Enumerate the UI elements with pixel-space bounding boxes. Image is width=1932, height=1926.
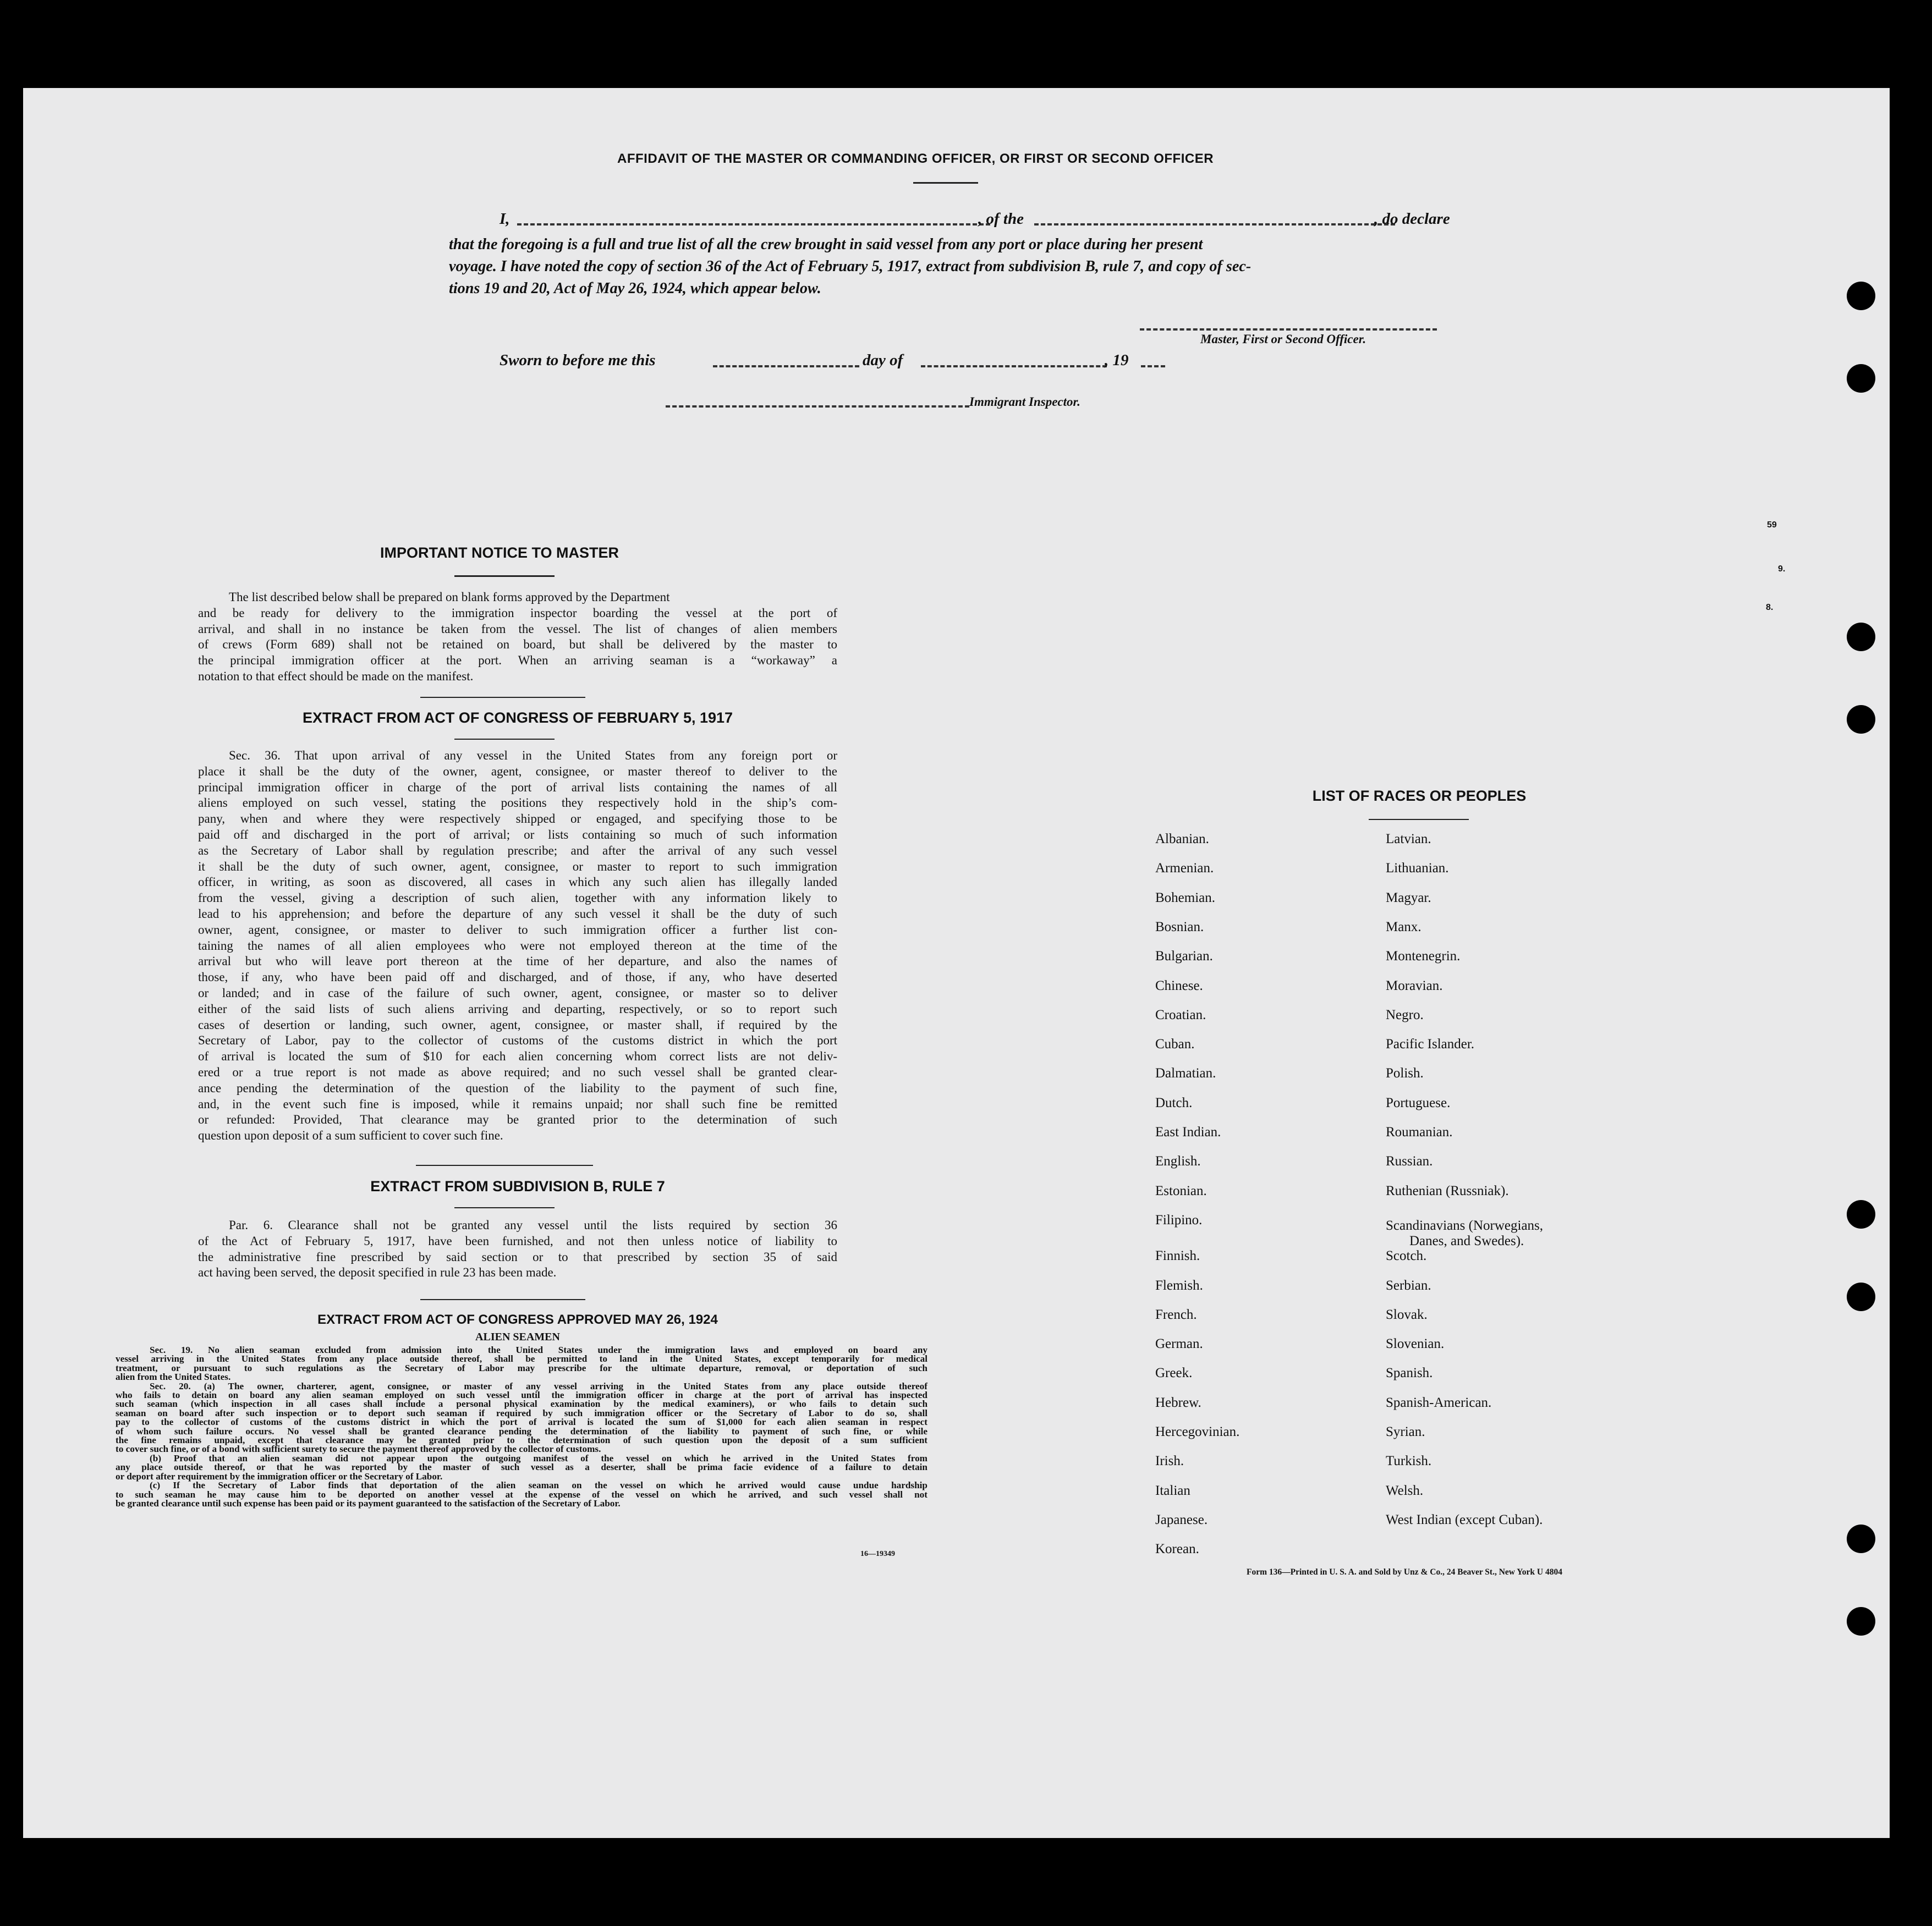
affidavit-title: AFFIDAVIT OF THE MASTER OR COMMANDING OFFICER, OR FIRST OR SECOND OFFICER — [617, 151, 1214, 166]
race-item: Croatian. — [1155, 1008, 1206, 1022]
extract-rule7-title: EXTRACT FROM SUBDIVISION B, RULE 7 — [370, 1178, 665, 1195]
race-item: Russian. — [1386, 1154, 1433, 1169]
race-item: Greek. — [1155, 1366, 1193, 1380]
notice-underline — [454, 575, 555, 577]
race-item: Dutch. — [1155, 1096, 1193, 1110]
divider — [416, 1165, 593, 1166]
race-item: Hercegovinian. — [1155, 1424, 1240, 1439]
race-item: Roumanian. — [1386, 1125, 1453, 1140]
affidavit-line-3: voyage. I have noted the copy of section 36 of the Act of February 5, 1917, extract from subdivision B, rule 7, and copy of sec- — [449, 258, 1252, 275]
race-item: Moravian. — [1386, 978, 1443, 993]
master-signature-line — [1140, 328, 1437, 331]
race-item: Ruthenian (Russniak). — [1386, 1184, 1509, 1198]
year-label: , 19 — [1105, 351, 1129, 369]
race-item: Portuguese. — [1386, 1096, 1451, 1110]
affidavit-body — [449, 234, 1494, 300]
name-blank — [517, 223, 990, 225]
race-item: English. — [1155, 1154, 1201, 1169]
divider — [420, 1299, 585, 1300]
month-blank — [921, 365, 1107, 367]
race-item: Hebrew. — [1155, 1395, 1201, 1410]
extract-rule7-body: Par. 6. Clearance shall not be granted any vessel until the lists required by section 36 of the Act of February 5, 1917, have been furnished, and not then unless notice of liability to the administrative fine prescribed by said section or to that prescribed by section 35 of said act having been served, the deposit specified in rule 23 has been made. — [198, 1218, 837, 1280]
form-note: Form 136—Printed in U. S. A. and Sold by Unz & Co., 24 Beaver St., New York U 4804 — [1247, 1567, 1562, 1577]
margin-mark: 9. — [1778, 564, 1786, 574]
document-page — [23, 88, 1890, 1838]
punch-hole — [1847, 1525, 1875, 1553]
race-item: Magyar. — [1386, 890, 1431, 905]
year-blank — [1141, 365, 1165, 367]
divider — [420, 697, 585, 698]
of-the-label: , of the — [978, 210, 1024, 228]
vessel-blank — [1034, 223, 1395, 225]
race-item: Irish. — [1155, 1454, 1184, 1468]
sworn-label: Sworn to before me this — [500, 351, 656, 369]
race-item: Flemish. — [1155, 1278, 1203, 1293]
inspector-signature-line — [666, 405, 969, 408]
race-item: Manx. — [1386, 920, 1421, 934]
races-underline — [1369, 819, 1469, 820]
race-item: Scandinavians (Norwegians, — [1386, 1218, 1544, 1233]
race-item: Slovak. — [1386, 1307, 1428, 1322]
punch-hole — [1847, 1607, 1875, 1636]
race-item: Turkish. — [1386, 1454, 1432, 1468]
race-item: Bulgarian. — [1155, 949, 1213, 964]
punch-hole — [1847, 705, 1875, 734]
punch-hole — [1847, 364, 1875, 393]
day-blank — [713, 365, 859, 367]
race-item: Estonian. — [1155, 1184, 1207, 1198]
race-item: Polish. — [1386, 1066, 1424, 1081]
race-item: Slovenian. — [1386, 1336, 1445, 1351]
race-item: Italian — [1155, 1483, 1190, 1498]
affidavit-line-4: tions 19 and 20, Act of May 26, 1924, which appear below. — [449, 280, 821, 297]
notice-title: IMPORTANT NOTICE TO MASTER — [380, 544, 619, 561]
race-item: Welsh. — [1386, 1483, 1424, 1498]
race-item: Danes, and Swedes). — [1409, 1234, 1524, 1248]
race-item: Spanish-American. — [1386, 1395, 1492, 1410]
race-item: East Indian. — [1155, 1125, 1221, 1140]
race-item: Lithuanian. — [1386, 861, 1449, 876]
race-item: Korean. — [1155, 1542, 1199, 1556]
race-item: Negro. — [1386, 1008, 1424, 1022]
extract-rule7-underline — [454, 1207, 555, 1208]
day-of-label: day of — [863, 351, 903, 369]
extract-1917-underline — [454, 739, 555, 740]
extract-1917-body: Sec. 36. That upon arrival of any vessel in the United States from any foreign port or place it shall be the duty of the owner, agent, consignee, or master thereof to deliver to the principal immigration officer in charge of the port of arrival lists containing the names of all aliens employed on such vessel, stating the positions they respectively hold in the ship’s com- pany, when and where they were respectively shipped or engaged, and specifying those to be paid off and discharged in the port of arrival; or lists containing so much of such information as the Secretary of Labor shall by regulation prescribe; and after the arrival of any such vessel it shall be the duty of such owner, agent, consignee, or master to report to such immigration officer, in writing, as soon as discovered, all cases in which any such alien has illegally landed from the vessel, giving a description of such alien, together with any information likely to lead to his apprehension; and before the departure of any such vessel it shall be the duty of such owner, agent, consignee, or master to deliver to such immigration officer a further list con- taining the names of all alien employees who were not employed thereon at the time of the arrival but who will leave port thereon at the time of her departure, and also the names of those, if any, who have been paid off and discharged, and of those, if any, who have deserted or landed; and in case of the failure of such owner, agent, consignee, or master so to deliver either of the said lists of such aliens arriving and departing, respectively, or so to report such cases of desertion or landing, such owner, agent, consignee, or master shall, if required by the Secretary of Labor, pay to the collector of customs of the customs district in which the port of arrival is located the sum of $10 for each alien concerning whom correct lists are not deliv- ered or a true report is not made as above required; and no such vessel shall be granted clear- ance pending the determination of the question of the liability to the payment of such fine, and, in the event such fine is imposed, while it remains unpaid; nor shall such fine be remitted or refunded: Provided, That clearance may be granted prior to the determination of such question upon deposit of a sum sufficient to cover such fine. — [198, 749, 837, 1143]
race-item: Cuban. — [1155, 1037, 1195, 1052]
race-item: German. — [1155, 1336, 1203, 1351]
race-item: Japanese. — [1155, 1512, 1208, 1527]
master-caption: Master, First or Second Officer. — [1200, 332, 1366, 346]
race-item: Montenegrin. — [1386, 949, 1461, 964]
race-item: West Indian (except Cuban). — [1386, 1512, 1543, 1527]
title-underline — [913, 182, 978, 184]
race-item: Spanish. — [1386, 1366, 1433, 1380]
extract-1924-body: Sec. 19. No alien seaman excluded from admission into the United States under the immigration laws and employed on board any vessel arriving in the United States from any place outside thereof, shall be permitted to land in the United States, except temporarily for medical treatment, or pursuant to such regulations as the Secretary of Labor may prescribe for the ultimate departure, removal, or deportation of such alien from the United States. Sec. 20. (a) The owner, charterer, agent, consignee, or master of any vessel arriving in the United States from any place outside thereof who fails to detain on board any alien seaman employed on such vessel until the immigration officer in charge at the port of arrival has inspected such seaman (which inspection in all cases shall include a personal physical examination by the medical examiners), or who fails to detain such seaman on board after such inspection or to deport such seaman if required by such immigration officer or the Secretary of Labor to do so, shall pay to the collector of customs of the customs district in which the port of arrival is located the sum of $1,000 for each alien seaman in respect of whom such failure occurs. No vessel shall be granted clearance pending the determination of the liability to payment of such fine, or while the fine remains unpaid, except that clearance may be granted prior to the determination of such question upon the deposit of a sum sufficient to cover such fine, or of a bond with sufficient surety to secure the payment thereof approved by the collector of customs. (b) Proof that an alien seaman did not appear upon the outgoing manifest of the vessel on which he arrived in the United States from any place outside thereof, or that he was reported by the master of such vessel as a deserter, shall be prima facie evidence of a failure to detain or deport after requirement by the immigration officer or the Secretary of Labor. (c) If the Secretary of Labor finds that deportation of the alien seaman on the vessel on which he arrived would cause undue hardship to such seaman he may cause him to be deported on another vessel at the expense of the vessel on which he arrived, and such vessel shall not be granted clearance until such expense has been paid or its payment guaranteed to the satisfaction of the Secretary of Labor. — [116, 1345, 927, 1509]
punch-hole — [1847, 1200, 1875, 1229]
race-item: Albanian. — [1155, 832, 1209, 846]
extract-1924-subtitle: ALIEN SEAMEN — [475, 1331, 560, 1343]
margin-mark: 8. — [1766, 603, 1774, 612]
punch-hole — [1847, 282, 1875, 310]
extract-1924-title: EXTRACT FROM ACT OF CONGRESS APPROVED MAY 26, 1924 — [317, 1312, 718, 1327]
race-item: Latvian. — [1386, 832, 1431, 846]
races-title: LIST OF RACES OR PEOPLES — [1312, 788, 1527, 804]
race-item: Syrian. — [1386, 1424, 1425, 1439]
race-item: Dalmatian. — [1155, 1066, 1216, 1081]
do-declare-label: , do declare — [1374, 210, 1450, 228]
punch-hole — [1847, 623, 1875, 651]
race-item: Finnish. — [1155, 1248, 1200, 1263]
race-item: Armenian. — [1155, 861, 1214, 876]
race-item: Bohemian. — [1155, 890, 1216, 905]
notice-body: The list described below shall be prepared on blank forms approved by the Department and be ready for delivery to the immigration inspector boarding the vessel at the port of arrival, and shall in no instance be taken from the vessel. The list of changes of alien members of crews (Form 689) shall not be retained on board, but shall be delivered by the master to the principal immigration officer at the port. When an arriving seaman is a “workaway” a notation to that effect should be made on the manifest. — [198, 590, 837, 683]
race-item: Serbian. — [1386, 1278, 1431, 1293]
race-item: Pacific Islander. — [1386, 1037, 1475, 1052]
race-item: French. — [1155, 1307, 1197, 1322]
affidavit-line-2: that the foregoing is a full and true list of all the crew brought in said vessel from any port or place during her present — [449, 236, 1203, 253]
race-item: Filipino. — [1155, 1213, 1203, 1228]
extract-1917-title: EXTRACT FROM ACT OF CONGRESS OF FEBRUARY 5, 1917 — [302, 709, 733, 726]
race-item: Chinese. — [1155, 978, 1203, 993]
race-item: Bosnian. — [1155, 920, 1204, 934]
print-code: 16—19349 — [860, 1550, 895, 1558]
inspector-caption: Immigrant Inspector. — [969, 395, 1080, 409]
race-item: Scotch. — [1386, 1248, 1427, 1263]
i-label: I, — [500, 210, 510, 228]
punch-hole — [1847, 1283, 1875, 1311]
margin-mark: 59 — [1767, 520, 1777, 530]
